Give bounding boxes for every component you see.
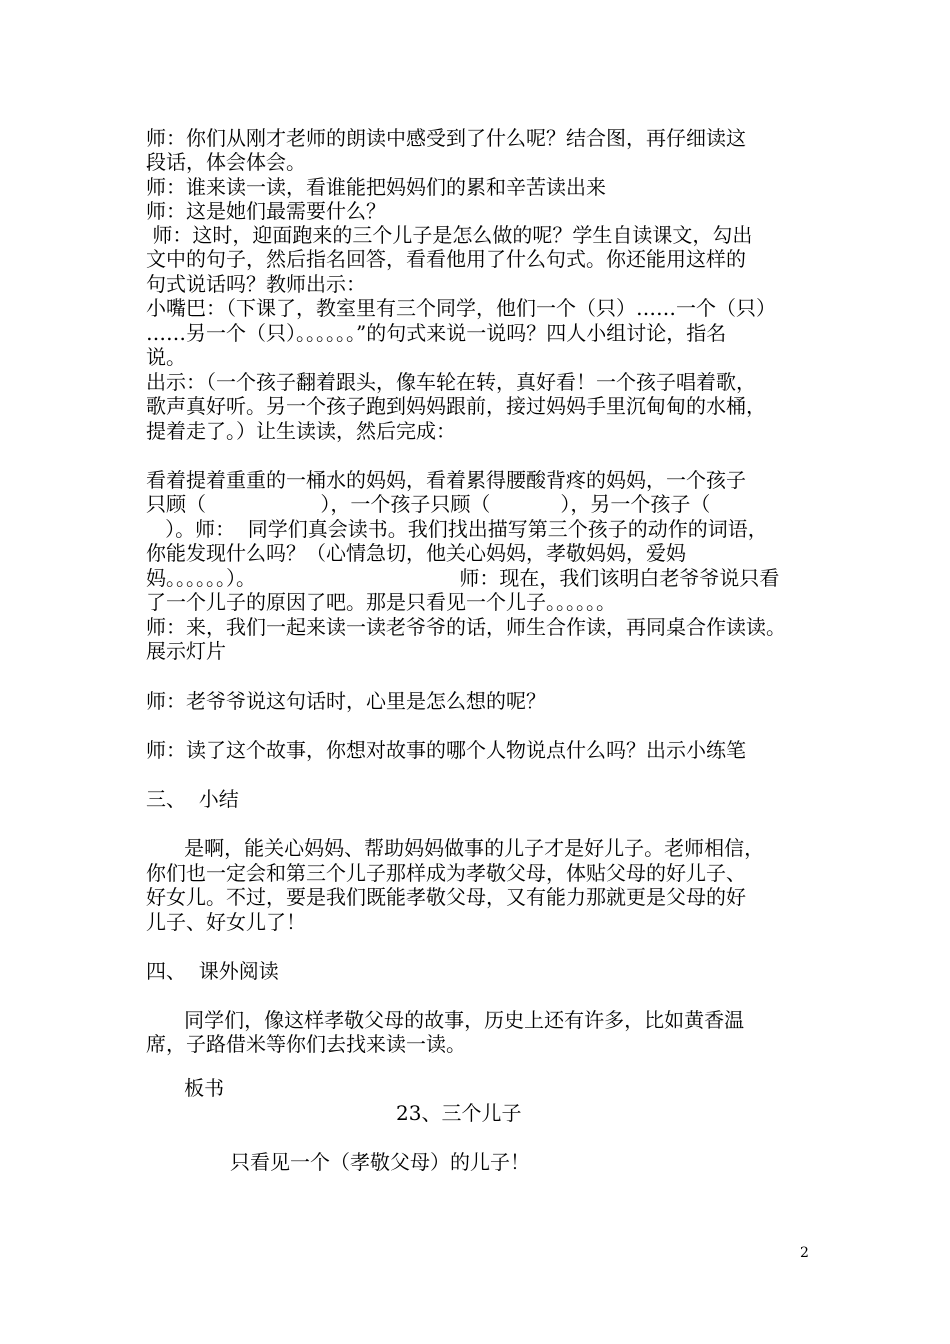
board-title: 23、三个儿子 xyxy=(396,1101,522,1125)
text-line: 板书 xyxy=(146,1076,225,1100)
text-line: 同学们，像这样孝敬父母的故事，历史上还有许多，比如黄香温 xyxy=(146,1008,745,1032)
text-line: 是啊，能关心妈妈、帮助妈妈做事的儿子才是好儿子。老师相信， xyxy=(146,836,765,860)
text-line: 师：这时，迎面跑来的三个儿子是怎么做的呢？学生自读课文，勾出 xyxy=(146,223,753,247)
text-line: 出示：（一个孩子翻着跟头，像车轮在转，真好看！一个孩子唱着歌， xyxy=(146,370,756,394)
text-line: 师：来，我们一起来读一读老爷爷的话，师生合作读，再同桌合作读读。 xyxy=(146,615,786,639)
text-line: 看着提着重重的一桶水的妈妈，看着累得腰酸背疼的妈妈，一个孩子 xyxy=(146,468,746,492)
text-line: 段话，体会体会。 xyxy=(146,150,306,174)
text-line: 你们也一定会和第三个儿子那样成为孝敬父母，体贴父母的好儿子、 xyxy=(146,861,746,885)
text-line: 文中的句子，然后指名回答，看看他用了什么句式。你还能用这样的 xyxy=(146,247,746,271)
text-line: 妈。。。。。。）。 师：现在，我们该明白老爷爷说只看 xyxy=(146,566,780,590)
text-line: 你能发现什么吗？（心情急切，他关心妈妈，孝敬妈妈，爱妈 xyxy=(146,541,686,565)
text-line: 歌声真好听。另一个孩子跑到妈妈跟前，接过妈妈手里沉甸甸的水桶， xyxy=(146,394,766,418)
page-number: 2 xyxy=(800,1245,809,1261)
text-line: 只顾（ ），一个孩子只顾（ ），另一个孩子（ xyxy=(146,492,711,516)
text-line: 师：老爷爷说这句话时，心里是怎么想的呢？ xyxy=(146,689,546,713)
board-line: 只看见一个（孝敬父母）的儿子！ xyxy=(230,1150,530,1174)
text-line: 好女儿。不过，要是我们既能孝敬父母，又有能力那就更是父母的好 xyxy=(146,885,746,909)
text-line: 展示灯片 xyxy=(146,639,226,663)
text-line: 师：读了这个故事，你想对故事的哪个人物说点什么吗？出示小练笔 xyxy=(146,738,746,762)
text-line: 席，子路借米等你们去找来读一读。 xyxy=(146,1032,466,1056)
text-line: 师：你们从刚才老师的朗读中感受到了什么呢？结合图，再仔细读这 xyxy=(146,126,746,150)
text-line: ）。师： 同学们真会读书。我们找出描写第三个孩子的动作的词语， xyxy=(146,517,768,541)
text-line: 了一个儿子的原因了吧。那是只看见一个儿子。。。。。。 xyxy=(146,590,616,614)
text-line: 句式说话吗？教师出示： xyxy=(146,272,366,296)
text-line: 儿子、好女儿了！ xyxy=(146,910,306,934)
text-line: ……另一个（只）。。。。。。”的句式来说一说吗？四人小组讨论，指名 xyxy=(146,321,727,345)
text-line: 说。 xyxy=(146,345,186,369)
text-line: 小嘴巴：（下课了，教室里有三个同学，他们一个（只）……一个（只） xyxy=(146,296,776,320)
text-line: 师：这是她们最需要什么？ xyxy=(146,199,386,223)
text-line: 提着走了。）让生读读，然后完成： xyxy=(146,419,456,443)
text-line: 师：谁来读一读，看谁能把妈妈们的累和辛苦读出来 xyxy=(146,175,606,199)
section-heading: 四、 课外阅读 xyxy=(146,959,279,983)
section-heading: 三、 小结 xyxy=(146,787,239,811)
